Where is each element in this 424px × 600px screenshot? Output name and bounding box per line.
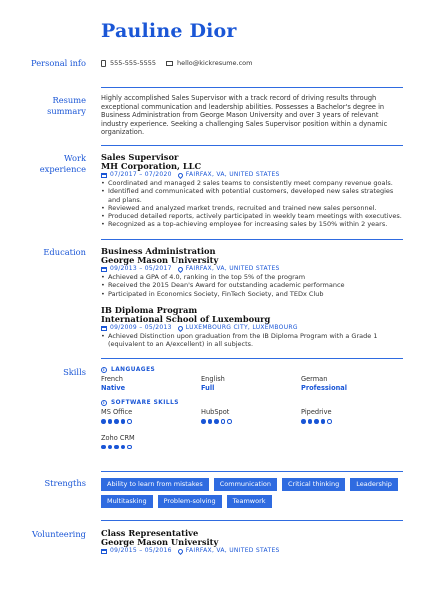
strength-tag: Problem-solving — [158, 495, 222, 508]
location-pin-icon — [177, 547, 184, 554]
rating-dot-empty — [127, 419, 132, 424]
rating-dots — [301, 419, 401, 424]
rating-dot-filled — [314, 419, 319, 424]
education-meta — [101, 324, 403, 332]
education-meta — [101, 265, 403, 273]
school-name: International School of Luxembourg — [101, 314, 271, 324]
rating-dot-empty — [221, 419, 226, 424]
personal-info-label: Personal info — [31, 58, 86, 68]
school-name: George Mason University — [101, 255, 219, 265]
skills-label: Skills — [63, 367, 86, 377]
info-icon: i — [101, 400, 107, 406]
education-location: FAIRFAX, VA, UNITED STATES — [185, 265, 280, 272]
rating-dot-filled — [101, 445, 106, 450]
strength-tags — [101, 478, 403, 508]
education-dates: 09/2013 – 05/2017 — [110, 265, 172, 272]
education-location: LUXEMBOURG CITY, LUXEMBOURG — [185, 324, 298, 331]
software-item: HubSpot — [201, 408, 301, 424]
location-pin-icon — [177, 324, 184, 331]
calendar-icon — [101, 549, 107, 554]
calendar-icon — [101, 173, 107, 178]
volunteering-meta — [101, 547, 403, 555]
language-item: German Professional — [301, 375, 347, 392]
rating-dot-filled — [101, 419, 106, 424]
candidate-name: Pauline Dior — [101, 20, 237, 42]
rating-dot-filled — [121, 445, 126, 450]
list-item: • Reviewed and analyzed market trends, recruited and trained new sales personnel. — [101, 204, 403, 212]
rating-dot-filled — [321, 419, 326, 424]
rating-dot-filled — [201, 419, 206, 424]
software-grid — [101, 408, 403, 449]
list-item: • Achieved a GPA of 4.0, ranking in the top 5% of the program — [101, 273, 403, 281]
education-bullets — [101, 332, 403, 349]
divider — [101, 520, 403, 521]
calendar-icon — [101, 326, 107, 331]
strength-tag: Multitasking — [101, 495, 153, 508]
divider — [101, 358, 403, 359]
education-dates: 09/2009 – 05/2013 — [110, 324, 172, 331]
location-pin-icon — [177, 265, 184, 272]
volunteering-dates: 09/2015 – 05/2016 — [110, 547, 172, 554]
software-heading: i SOFTWARE SKILLS — [101, 400, 403, 406]
work-label: Work experience — [39, 153, 86, 174]
volunteering-label: Volunteering — [32, 529, 86, 539]
education-label: Education — [43, 247, 86, 257]
rating-dot-filled — [114, 419, 119, 424]
list-item: • Participated in Economics Society, FinTech Society, and TEDx Club — [101, 290, 403, 298]
location-pin-icon — [177, 171, 184, 178]
rating-dot-empty — [227, 419, 232, 424]
strength-tag: Leadership — [350, 478, 398, 491]
education-entry — [101, 306, 403, 349]
calendar-icon — [101, 267, 107, 272]
strength-tag: Teamwork — [227, 495, 272, 508]
job-location: FAIRFAX, VA, UNITED STATES — [185, 171, 280, 178]
summary-text: Highly accomplished Sales Supervisor with a track record of driving results through exceptional communication and leadership abilities. Possesses a Bachelor's degree in Business Administration from George Mason University and over 3 years of relevant industry experience. Seeking a challenging Sales Supervisor position within a dynamic organization. — [101, 94, 388, 137]
rating-dot-filled — [114, 445, 119, 450]
languages-heading: i LANGUAGES — [101, 367, 403, 373]
software-item: Zoho CRM — [101, 434, 201, 450]
strength-tag: Communication — [214, 478, 277, 491]
rating-dot-filled — [214, 419, 219, 424]
rating-dot-filled — [121, 419, 126, 424]
list-item: • Identified and communicated with potential customers, developed new sales strategies and plans. — [101, 187, 403, 204]
job-entry — [101, 153, 403, 229]
education-bullets — [101, 273, 403, 298]
list-item: • Produced detailed reports, actively participated in weekly team meetings with executives. — [101, 212, 403, 220]
job-org: MH Corporation, LLC — [101, 161, 202, 171]
rating-dots — [101, 445, 201, 450]
divider — [101, 239, 403, 240]
software-item: Pipedrive — [301, 408, 401, 424]
role-title: Class Representative — [101, 528, 199, 538]
rating-dot-empty — [327, 419, 332, 424]
software-item: MS Office — [101, 408, 201, 424]
info-icon: i — [101, 367, 107, 373]
degree-title: Business Administration — [101, 246, 216, 256]
divider — [101, 87, 403, 88]
rating-dots — [101, 419, 201, 424]
rating-dot-filled — [301, 419, 306, 424]
volunteering-entry — [101, 529, 403, 555]
rating-dot-filled — [108, 419, 113, 424]
role-org: George Mason University — [101, 537, 219, 547]
job-dates: 07/2017 – 07/2020 — [110, 171, 172, 178]
languages-grid — [101, 375, 403, 392]
job-meta — [101, 171, 403, 179]
summary-label: Resume summary — [47, 95, 86, 116]
language-item: French Native — [101, 375, 126, 392]
phone-icon — [101, 60, 106, 67]
contact-row — [101, 58, 403, 68]
job-title: Sales Supervisor — [101, 152, 179, 162]
language-item: English Full — [201, 375, 225, 392]
education-entry — [101, 247, 403, 298]
strength-tag: Critical thinking — [282, 478, 345, 491]
strength-tag: Ability to learn from mistakes — [101, 478, 209, 491]
email-text[interactable]: hello@kickresume.com — [177, 59, 253, 67]
list-item: • Recognized as a top-achieving employee for increasing sales by 150% within 2 years. — [101, 220, 403, 228]
rating-dot-filled — [108, 445, 113, 450]
divider — [101, 145, 403, 146]
strengths-label: Strengths — [44, 478, 86, 488]
rating-dots — [201, 419, 301, 424]
list-item: • Achieved Distinction upon graduation from the IB Diploma Program with a Grade 1 (equivalent to an A/excellent) in all subjects. — [101, 332, 403, 349]
degree-title: IB Diploma Program — [101, 305, 198, 315]
rating-dot-filled — [308, 419, 313, 424]
list-item: • Received the 2015 Dean's Award for outstanding academic performance — [101, 281, 403, 289]
rating-dot-filled — [208, 419, 213, 424]
volunteering-location: FAIRFAX, VA, UNITED STATES — [185, 547, 280, 554]
phone-text: 555-555-5555 — [110, 59, 157, 67]
mail-icon — [166, 61, 173, 66]
list-item: • Coordinated and managed 2 sales teams to consistently meet company revenue goals. — [101, 179, 403, 187]
job-bullets — [101, 179, 403, 229]
divider — [101, 471, 403, 472]
rating-dot-empty — [127, 445, 132, 450]
